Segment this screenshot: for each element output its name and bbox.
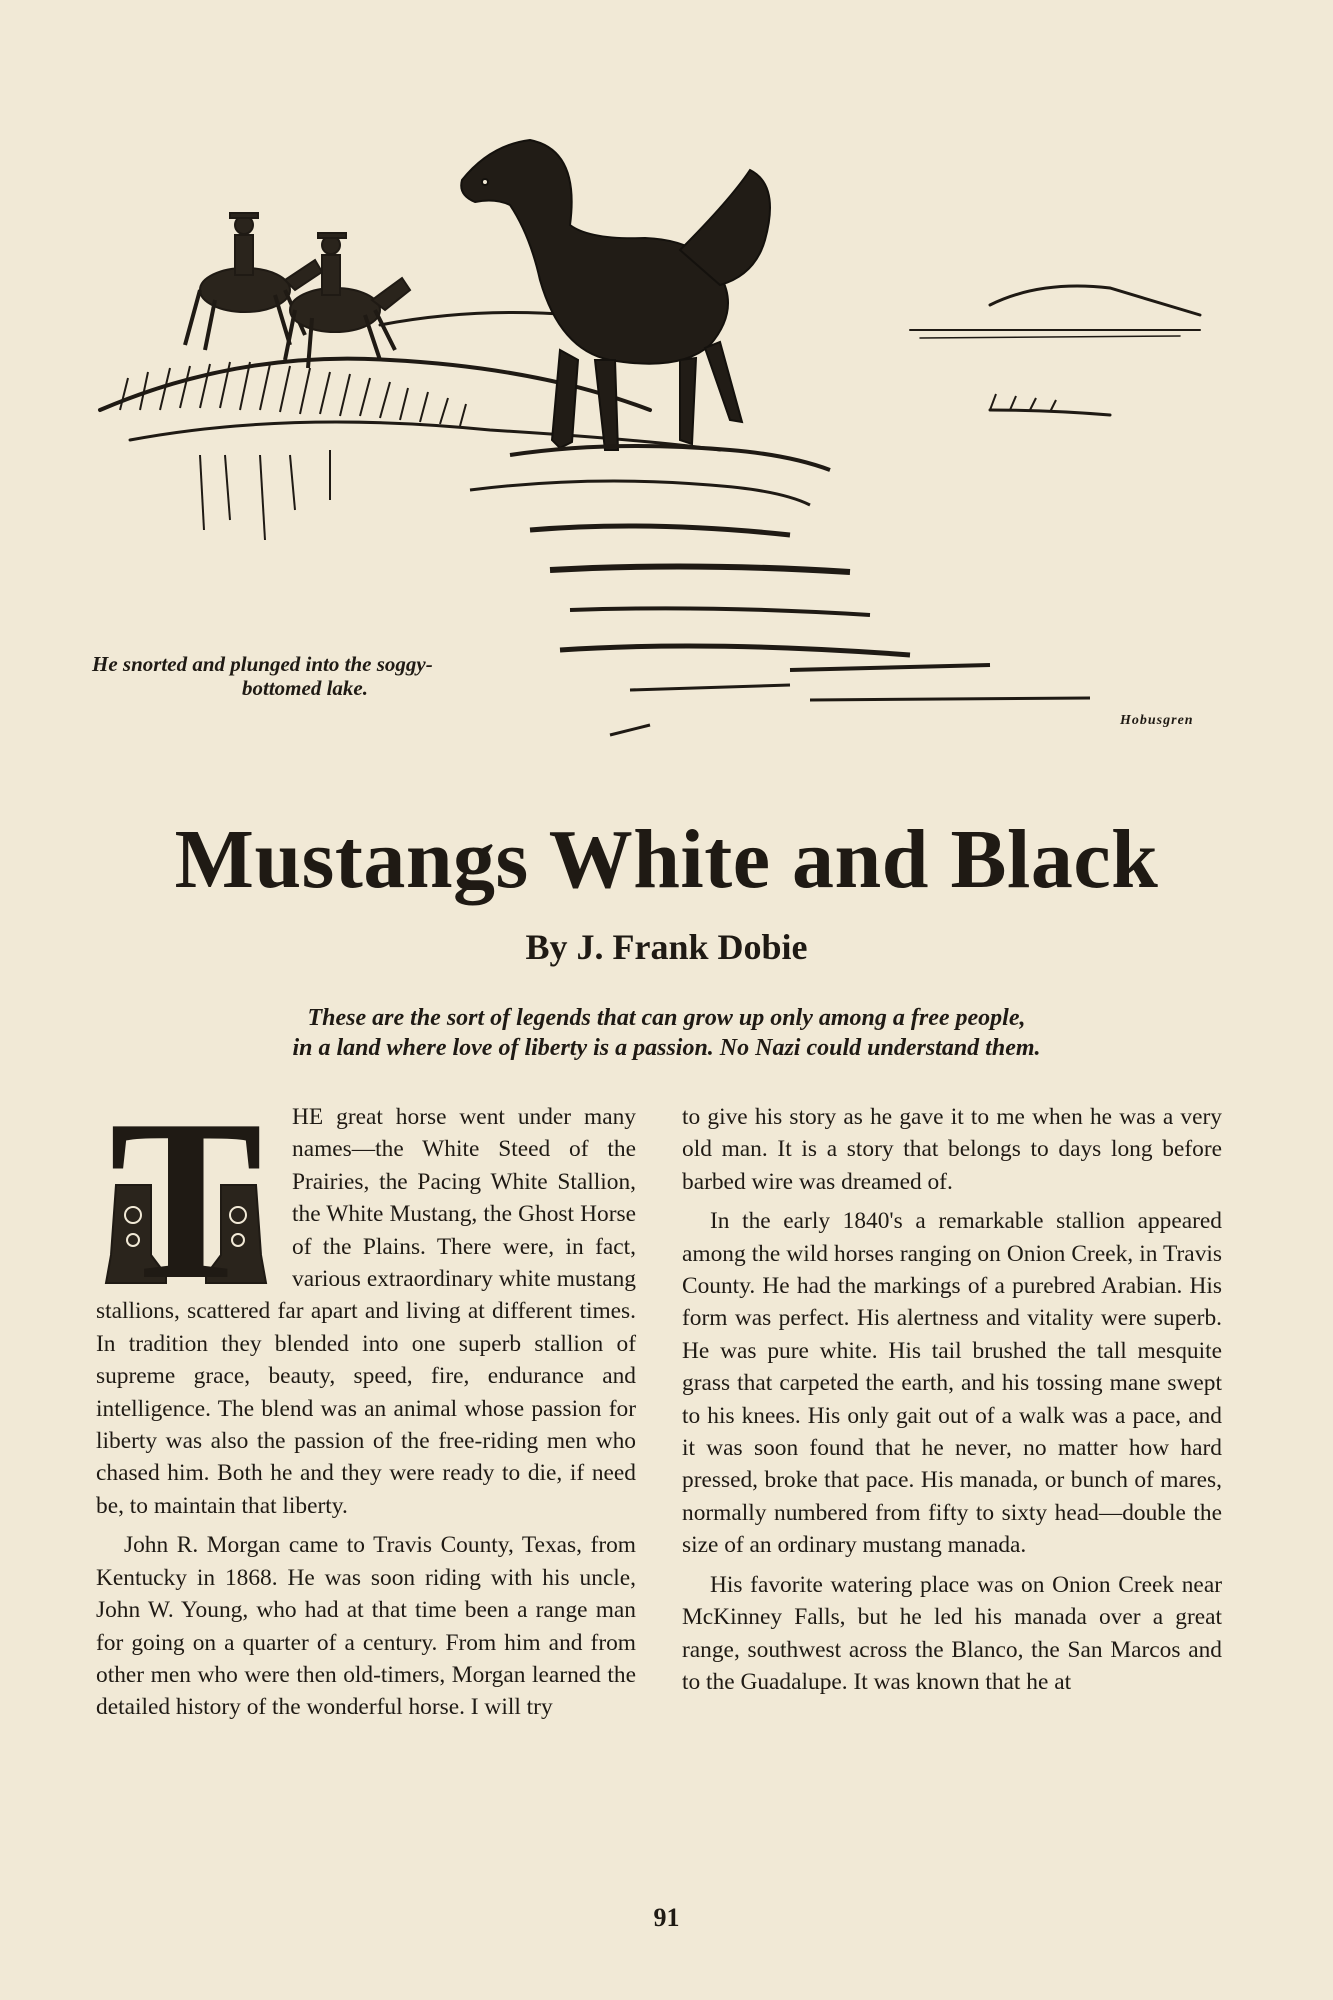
dropcap-ornament: [96, 1105, 276, 1287]
caption-line-2: bottomed lake.: [242, 676, 368, 700]
artist-signature: Hobusgren: [1120, 713, 1194, 728]
article-dek: [100, 1003, 1233, 1063]
left-paragraph-1: HE great horse went under many names—the White Steed of the Prairies, the Pacing White Stallion, the White Mustang, the Ghost Horse of the Plains. There were, in fact, various extraordinary white mustang stallions, scattered far apart and living at different times. In tradition they blended into one superb stallion of supreme grace, beauty, speed, fire, endurance and intelligence. The blend was an animal whose passion for liberty was also the passion of the free-riding men who chased him. Both he and they were ready to die, if need be, to maintain that liberty.: [96, 1104, 636, 1519]
right-paragraph-2: His favorite watering place was on Onion Creek near McKinney Falls, but he led his manada over a great range, southwest across the Blanco, the San Marcos and to the Guadalupe. It was known that he at: [682, 1571, 1222, 1695]
article-byline: By J. Frank Dobie: [525, 927, 808, 967]
illustration-caption: [92, 652, 612, 700]
right-paragraph-1: In the early 1840's a remarkable stallion appeared among the wild horses ranging on Onion Creek, in Travis County. He had the markings of a purebred Arabian. His form was perfect. His alertness and vitality were superb. He was pure white. His tail brushed the tall mesquite grass that carpeted the earth, and his tossing mane swept to his knees. His only gait out of a walk was a pace, and it was soon found that he never, no matter how hard pressed, broke that pace. His manada, or bunch of mares, normally numbered from fifty to sixty head—double the size of an ordinary mustang manada.: [682, 1208, 1222, 1559]
left-paragraph-2: John R. Morgan came to Travis County, Texas, from Kentucky in 1868. He was soon riding with his uncle, John W. Young, who had at that time been a range man for going on a quarter of a century. From him and from other men who were then old-timers, Morgan learned the detailed history of the wonderful horse. I will try: [96, 1532, 636, 1721]
dek-line-2: in a land where love of liberty is a passion. No Nazi could understand them.: [292, 1035, 1041, 1061]
left-column: [96, 1101, 636, 1724]
right-column: [682, 1101, 1222, 1698]
caption-line-1: He snorted and plunged into the soggy-: [92, 652, 433, 676]
dek-line-1: These are the sort of legends that can grow up only among a free people,: [307, 1005, 1026, 1031]
page-number: 91: [653, 1903, 680, 1932]
right-paragraph-continued: to give his story as he gave it to me when he was a very old man. It is a story that belongs to days long before barbed wire was dreamed of.: [682, 1104, 1222, 1195]
dropcap-letter: T: [109, 1105, 263, 1287]
article-title: Mustangs White and Black: [174, 813, 1159, 906]
